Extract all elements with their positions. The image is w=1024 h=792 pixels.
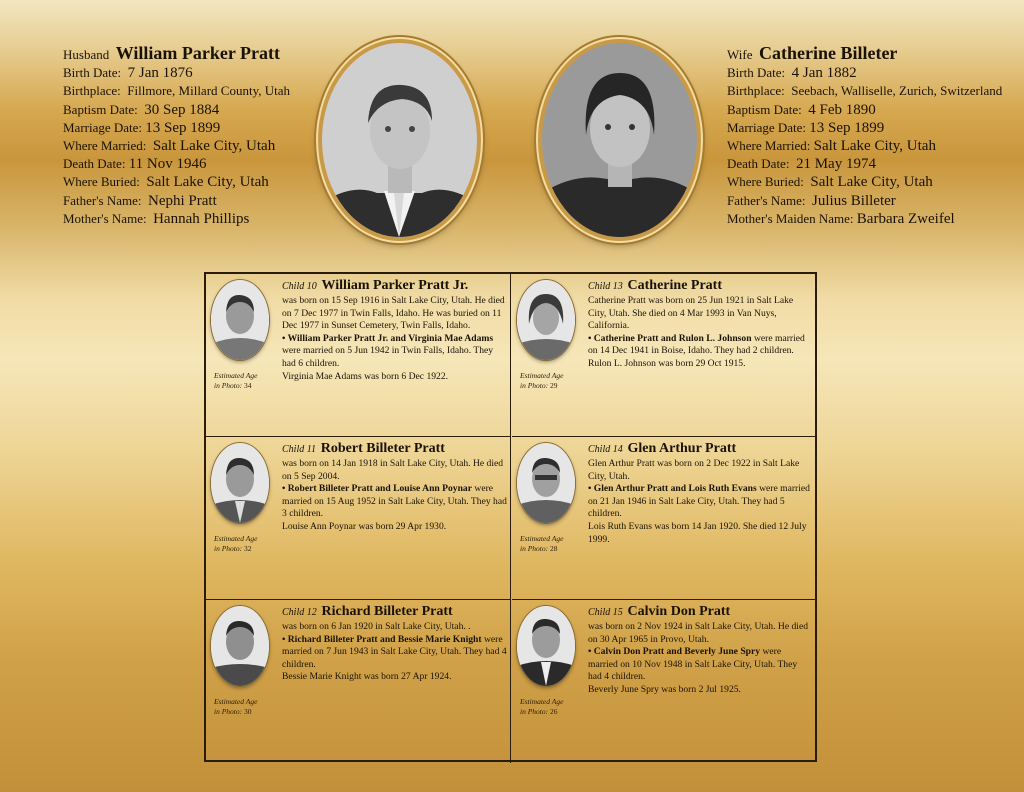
child-photo [517,443,575,523]
husband-field [63,82,290,100]
child-photo [517,280,575,360]
est-age-value: 34 [244,381,252,390]
wife-name: Catherine Billeter [758,43,898,63]
child-text [282,604,507,684]
child-number: Child 13 [588,281,623,292]
child-bio: Catherine Pratt was born on 25 Jun 1921 in Salt Lake City, Utah. She died on 4 Mar 1993 in Van Nuys, California. [588,295,794,332]
field-label: Birth Date: [63,65,122,81]
field-value: Nephi Pratt [148,192,217,209]
child-marriage-details: were married on 14 Dec 1941 in Boise, Idaho. They had 2 children. [588,332,805,357]
est-label-2: in Photo: [214,381,243,390]
child-bio: was born on 2 Nov 1924 in Salt Lake City, Utah. He died on 30 Apr 1965 in Provo, Utah. [588,621,809,645]
field-value: 30 Sep 1884 [144,101,220,118]
field-label: Where Married: [63,138,147,154]
husband-name: William Parker Pratt [115,43,281,63]
child-text [282,278,507,383]
child-photo [211,606,269,686]
child-card [206,274,511,437]
field-label: Mother's Name: [63,210,147,226]
child-card [206,437,511,600]
est-label-1: Estimated Age [520,371,564,380]
wife-heading [727,44,1002,64]
child-bio: was born on 15 Sep 1916 in Salt Lake City, Utah. He died on 7 Dec 1977 in Twin Falls, Idaho. He was buried on 11 Dec 1977 in Sunset Cemetery, Twin Falls, Idaho. [282,295,505,332]
field-value: 11 Nov 1946 [128,156,207,173]
child-name: Catherine Pratt [627,278,722,293]
husband-info [63,44,290,228]
child-marriage-names: • Richard Billeter Pratt and Bessie Marie Knight [282,633,482,645]
child-spouse-birth: Lois Ruth Evans was born 14 Jan 1920. She died 12 July 1999. [588,520,807,545]
est-label-2: in Photo: [214,707,243,716]
field-label: Where Buried: [727,174,804,190]
field-value: 21 May 1974 [795,156,876,173]
field-label: Father's Name: [727,192,806,208]
child-marriage-names: • Catherine Pratt and Rulon L. Johnson [588,332,752,344]
field-value: 7 Jan 1876 [127,65,193,82]
field-value: Salt Lake City, Utah [813,138,936,155]
field-value: Fillmore, Millard County, Utah [127,83,290,99]
estimated-age [214,371,257,391]
child-marriage-details: were married on 21 Jan 1946 in Salt Lake City, Utah. They had 5 children. [588,483,810,520]
child-marriage-details: were married on 10 Nov 1948 in Salt Lake City, Utah. They had 4 children. [588,646,798,683]
child-number: Child 15 [588,607,623,618]
field-label: Where Married: [727,138,811,154]
child-number: Child 11 [282,444,316,455]
field-value: Hannah Phillips [153,210,250,227]
field-value: 13 Sep 1899 [809,119,885,136]
child-photo [211,280,269,360]
field-label: Marriage Date: [63,119,143,135]
child-text [588,441,813,546]
est-age-value: 30 [244,707,252,716]
child-details [588,458,813,546]
child-details [588,621,813,697]
estimated-age [520,534,563,554]
est-label-1: Estimated Age [520,697,564,706]
child-details [282,458,507,534]
child-photo [517,606,575,686]
child-bio: was born on 14 Jan 1918 in Salt Lake City, Utah. He died on 5 Sep 2004. [282,458,504,482]
child-marriage-details: were married on 15 Aug 1952 in Salt Lake City, Utah. They had 3 children. [282,483,507,520]
field-label: Birthplace: [63,83,121,99]
child-details [282,621,507,684]
estimated-age [520,697,563,717]
field-value: Barbara Zweifel [856,210,955,227]
field-label: Mother's Maiden Name: [727,210,854,226]
wife-portrait [538,39,701,241]
field-label: Father's Name: [63,192,142,208]
husband-field [63,101,290,119]
est-label-2: in Photo: [520,381,549,390]
child-marriage-names: • Glen Arthur Pratt and Lois Ruth Evans [588,483,757,495]
child-text [588,604,813,697]
child-card [512,437,817,600]
wife-field [727,155,1002,173]
wife-field [727,210,1002,228]
husband-field [63,137,290,155]
husband-heading [63,44,290,64]
child-number: Child 12 [282,607,317,618]
field-value: Salt Lake City, Utah [146,174,269,191]
child-card [512,274,817,437]
child-details [588,295,813,371]
estimated-age [214,697,257,717]
field-label: Baptism Date: [727,101,802,117]
field-label: Death Date: [727,156,790,172]
child-marriage-names: • Calvin Don Pratt and Beverly June Spry [588,646,761,658]
field-label: Birth Date: [727,65,786,81]
child-text [588,278,813,371]
husband-field [63,64,290,82]
est-label-2: in Photo: [214,544,243,553]
est-label-2: in Photo: [520,707,549,716]
child-details [282,295,507,383]
wife-field [727,82,1002,100]
child-photo [211,443,269,523]
wife-field [727,119,1002,137]
child-text [282,441,507,534]
field-value: 13 Sep 1899 [145,119,221,136]
est-label-1: Estimated Age [520,534,564,543]
child-marriage-details: were married on 5 Jun 1942 in Twin Falls, Idaho. They had 6 children. [282,345,494,369]
est-label-1: Estimated Age [214,371,258,380]
wife-field [727,64,1002,82]
wife-role-label: Wife [727,47,753,62]
estimated-age [214,534,257,554]
child-marriage-names: • Robert Billeter Pratt and Louise Ann Poynar [282,483,472,495]
field-value: Seebach, Walliselle, Zurich, Switzerland [791,83,1003,99]
field-label: Where Buried: [63,174,140,190]
husband-role-label: Husband [63,47,110,62]
wife-info [727,44,1002,228]
husband-field [63,119,290,137]
husband-field [63,173,290,191]
child-marriage-details: were married on 7 Jun 1943 in Salt Lake City, Utah. They had 4 children. [282,633,507,670]
wife-field [727,173,1002,191]
field-label: Baptism Date: [63,101,138,117]
estimated-age [520,371,563,391]
wife-field [727,101,1002,119]
child-marriage-names: • William Parker Pratt Jr. and Virginia Mae Adams [282,332,494,344]
est-label-1: Estimated Age [214,697,258,706]
est-age-value: 28 [550,544,558,553]
husband-field [63,192,290,210]
husband-portrait-image [322,43,477,237]
field-value: Salt Lake City, Utah [810,174,933,191]
husband-portrait [318,39,481,241]
child-card [512,600,817,763]
child-spouse-birth: Rulon L. Johnson was born 29 Oct 1915. [588,357,746,369]
field-value: Salt Lake City, Utah [152,138,276,155]
wife-field [727,192,1002,210]
child-name: Robert Billeter Pratt [320,441,445,456]
field-value: Julius Billeter [812,192,896,209]
field-value: 4 Feb 1890 [808,101,876,118]
est-age-value: 32 [244,544,252,553]
child-bio: was born on 6 Jan 1920 in Salt Lake City, Utah. . [282,621,471,632]
child-number: Child 14 [588,444,623,455]
husband-field [63,155,290,173]
child-name: William Parker Pratt Jr. [321,278,469,293]
est-age-value: 26 [550,707,558,716]
field-label: Marriage Date: [727,119,807,135]
field-label: Birthplace: [727,83,785,99]
est-label-1: Estimated Age [214,534,258,543]
child-name: Calvin Don Pratt [627,604,731,619]
child-bio: Glen Arthur Pratt was born on 2 Dec 1922 in Salt Lake City, Utah. [588,458,800,482]
child-spouse-birth: Bessie Marie Knight was born 27 Apr 1924. [282,671,452,683]
child-spouse-birth: Virginia Mae Adams was born 6 Dec 1922. [282,370,449,382]
child-card [206,600,511,763]
child-name: Glen Arthur Pratt [627,441,737,456]
child-number: Child 10 [282,281,317,292]
child-spouse-birth: Louise Ann Poynar was born 29 Apr 1930. [282,520,447,532]
wife-field [727,137,1002,155]
child-spouse-birth: Beverly June Spry was born 2 Jul 1925. [588,683,741,695]
husband-field [63,210,290,228]
est-age-value: 29 [550,381,558,390]
field-label: Death Date: [63,156,126,172]
field-value: 4 Jan 1882 [791,65,857,82]
est-label-2: in Photo: [520,544,549,553]
wife-portrait-image [542,43,697,237]
child-name: Richard Billeter Pratt [321,604,453,619]
children-grid [204,272,817,762]
